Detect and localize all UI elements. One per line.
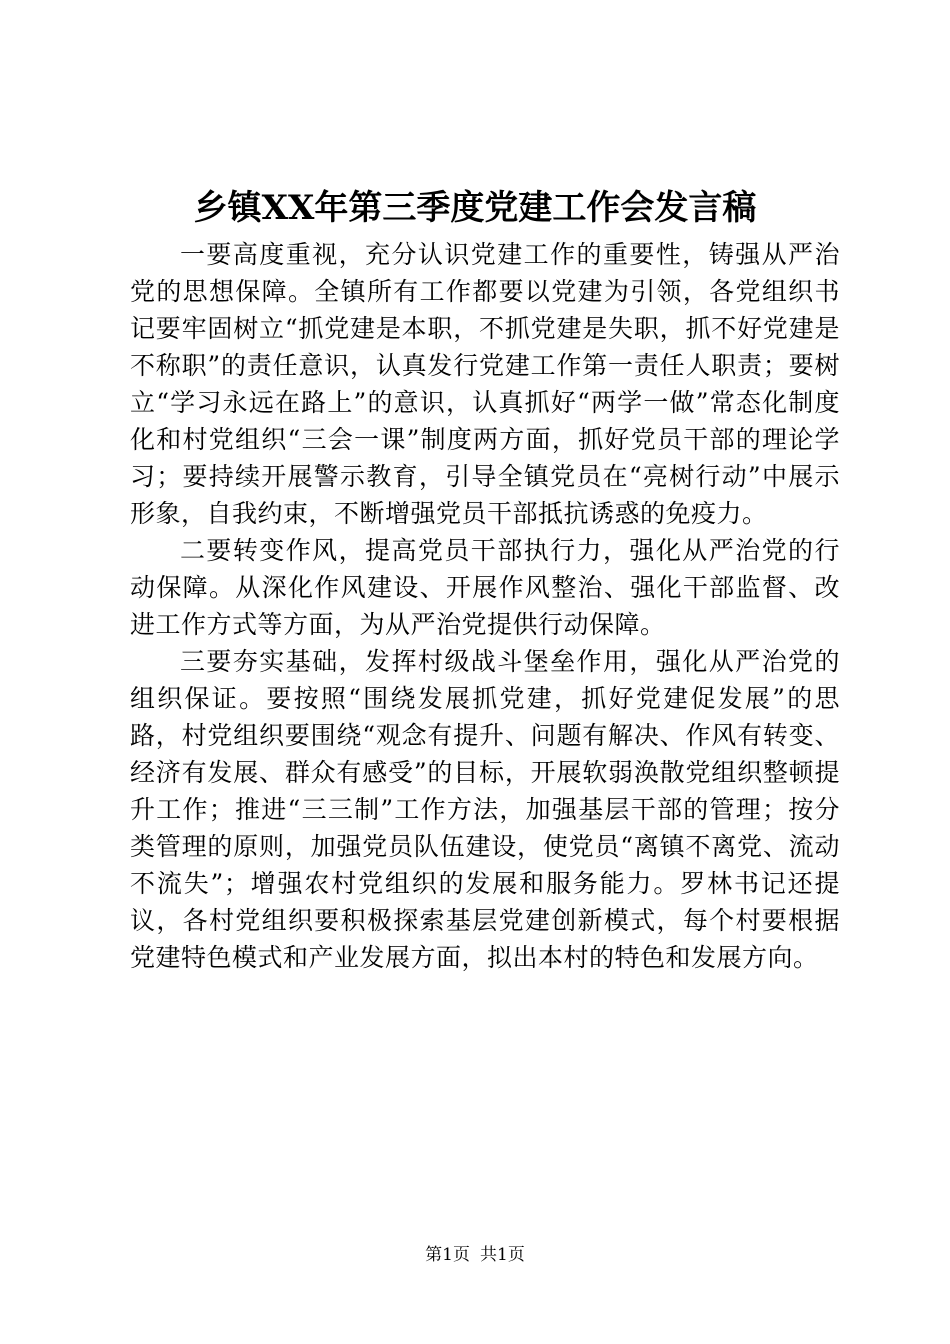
page-total: 共1页 — [480, 1245, 525, 1265]
page-footer — [0, 1243, 950, 1267]
paragraph-3: 三要夯实基础，发挥村级战斗堡垒作用，强化从严治党的组织保证。要按照“围绕发展抓党建，抓好党建促发展”的思路，村党组织要围绕“观念有提升、问题有解决、作风有转变、经济有发展、群众有感受”的目标，开展软弱涣散党组织整顿提升工作；推进“三三制”工作方法，加强基层干部的管理；按分类管理的原则，加强党员队伍建设，使党员“离镇不离党、流动不流失”；增强农村党组织的发展和服务能力。罗林书记还提议，各村党组织要积极探索基层党建创新模式，每个村要根据党建特色模式和产业发展方面，拟出本村的特色和发展方向。 — [130, 647, 840, 972]
document-body — [130, 236, 840, 976]
page-number: 第1页 — [425, 1245, 470, 1265]
document-title: 乡镇XX年第三季度党建工作会发言稿 — [193, 188, 757, 228]
paragraph-2: 二要转变作风，提高党员干部执行力，强化从严治党的行动保障。从深化作风建设、开展作风整治、强化干部监督、改进工作方式等方面，为从严治党提供行动保障。 — [130, 536, 840, 639]
paragraph-1: 一要高度重视，充分认识党建工作的重要性，铸强从严治党的思想保障。全镇所有工作都要以党建为引领，各党组织书记要牢固树立“抓党建是本职，不抓党建是失职，抓不好党建是不称职”的责任意识，认真发行党建工作第一责任人职责；要树立“学习永远在路上”的意识，认真抓好“两学一做”常态化制度化和村党组织“三会一课”制度两方面，抓好党员干部的理论学习；要持续开展警示教育，引导全镇党员在“亮树行动”中展示形象，自我约束，不断增强党员干部抵抗诱惑的免疫力。 — [130, 240, 840, 528]
